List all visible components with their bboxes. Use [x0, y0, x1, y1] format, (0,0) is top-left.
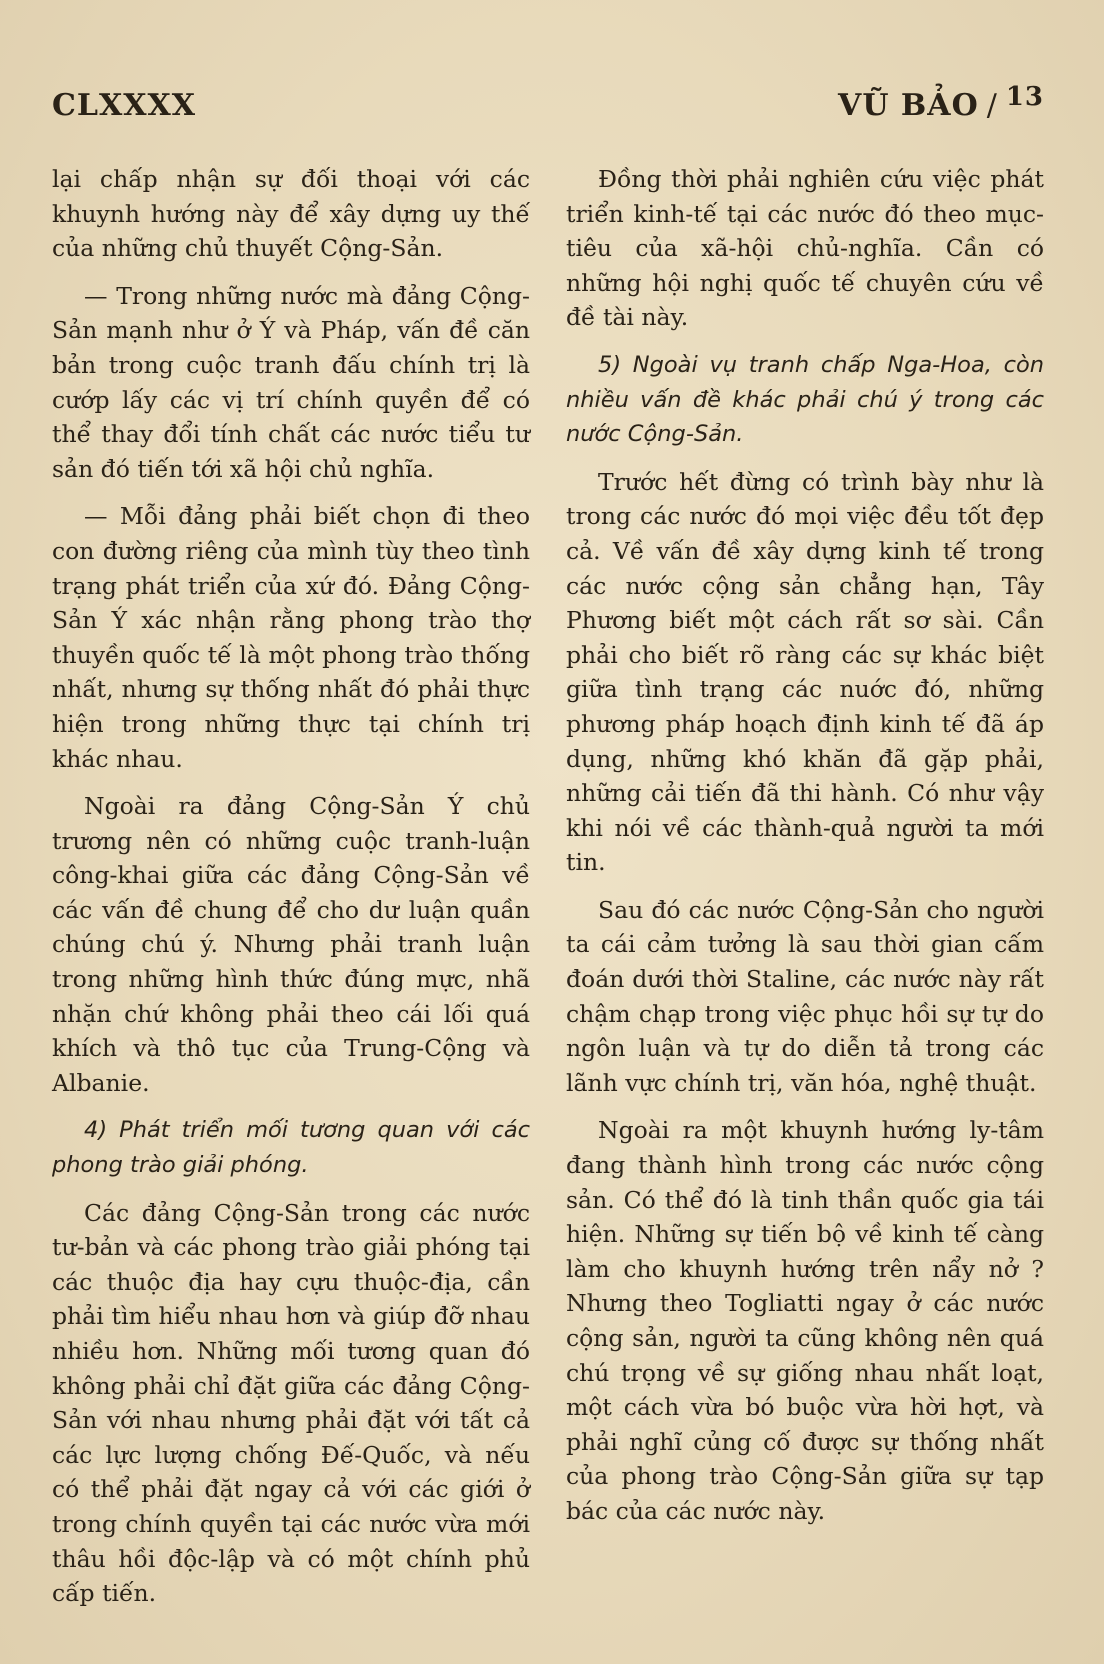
paragraph: Các đảng Cộng-Sản trong các nước tư-bản và các phong trào giải phóng tại các thuộc địa hay cựu thuộc-địa, cần phải tìm hiểu nhau hơn và giúp đỡ nhau nhiều hơn. Những mối tương quan đó không phải chỉ đặt giữa các đảng Cộng-Sản với nhau nhưng phải đặt với tất cả các lực lượng chống Đế-Quốc, và nếu có thể phải đặt ngay cả với các giới ở trong chính quyền tại các nước vừa mới thâu hồi độc-lập và có một chính phủ cấp tiến. [52, 1198, 530, 1608]
paragraph: — Trong những nước mà đảng Cộng-Sản mạnh như ở Ý và Pháp, vấn đề căn bản trong cuộc tranh đấu chính trị là cướp lấy các vị trí chính quyền để có thể thay đổi tính chất các nước tiểu tư sản đó tiến tới xã hội chủ nghĩa. [52, 281, 530, 483]
paragraph: Trước hết đừng có trình bày như là trong các nước đó mọi việc đều tốt đẹp cả. Về vấn đề xây dựng kinh tế trong các nước cộng sản chẳng hạn, Tây Phương biết một cách rất sơ sài. Cần phải cho biết rõ ràng các sự khác biệt giữa tình trạng các nuớc đó, những phương pháp hoạch định kinh tế đã áp dụng, những khó khăn đã gặp phải, những cải tiến đã thi hành. Có như vậy khi nói về các thành-quả người ta mới tin. [566, 467, 1044, 877]
header-author: VŨ BẢO [838, 88, 979, 123]
header-author-page [838, 82, 1044, 123]
paragraph: — Mỗi đảng phải biết chọn đi theo con đường riêng của mình tùy theo tình trạng phát triển của xứ đó. Đảng Cộng-Sản Ý xác nhận rằng phong trào thợ thuyền quốc tế là một phong trào thống nhất, nhưng sự thống nhất đó phải thực hiện trong những thực tại chính trị khác nhau. [52, 502, 530, 773]
section-heading: 4) Phát triển mối tương quan với các phong trào giải phóng. [52, 1117, 530, 1179]
page-number: 13 [1005, 82, 1044, 112]
paragraph: Ngoài ra đảng Cộng-Sản Ý chủ trương nên có những cuộc tranh-luận công-khai giữa các đảng Cộng-Sản về các vấn đề chung để cho dư luận quần chúng chú ý. Nhưng phải tranh luận trong những hình thức đúng mực, nhã nhặn chứ không phải theo cái lối quá khích và thô tục của Trung-Cộng và Albanie. [52, 792, 530, 1097]
header-volume: CLXXXX [52, 88, 197, 123]
left-column [52, 162, 530, 1624]
paragraph: Đồng thời phải nghiên cứu việc phát triển kinh-tế tại các nước đó theo mục-tiêu của xã-hội chủ-nghĩa. Cần có những hội nghị quốc tế chuyên cứu về đề tài này. [566, 165, 1044, 332]
running-header [52, 82, 1044, 128]
section-heading: 5) Ngoài vụ tranh chấp Nga-Hoa, còn nhiều vấn đề khác phải chú ý trong các nước Cộng-Sản. [566, 351, 1044, 448]
header-separator: / [986, 88, 998, 123]
right-column [566, 162, 1044, 1542]
paragraph: Ngoài ra một khuynh hướng ly-tâm đang thành hình trong các nước cộng sản. Có thể đó là tinh thần quốc gia tái hiện. Những sự tiến bộ về kinh tế càng làm cho khuynh hướng trên nẩy nở ? Nhưng theo Togliatti ngay ở các nước cộng sản, người ta cũng không nên quá chú trọng về sự giống nhau nhất loạt, một cách vừa bó buộc vừa hời hợt, và phải nghĩ củng cố được sự thống nhất của phong trào Cộng-Sản giữa sự tạp bác của các nước này. [566, 1116, 1044, 1525]
paragraph: Sau đó các nước Cộng-Sản cho người ta cái cảm tưởng là sau thời gian cấm đoán dưới thời Staline, các nước này rất chậm chạp trong việc phục hồi sự tự do ngôn luận và tự do diễn tả trong các lãnh vực chính trị, văn hóa, nghệ thuật. [566, 895, 1044, 1097]
paragraph: lại chấp nhận sự đối thoại với các khuynh hướng này để xây dựng uy thế của những chủ thuyết Cộng-Sản. [52, 165, 530, 263]
